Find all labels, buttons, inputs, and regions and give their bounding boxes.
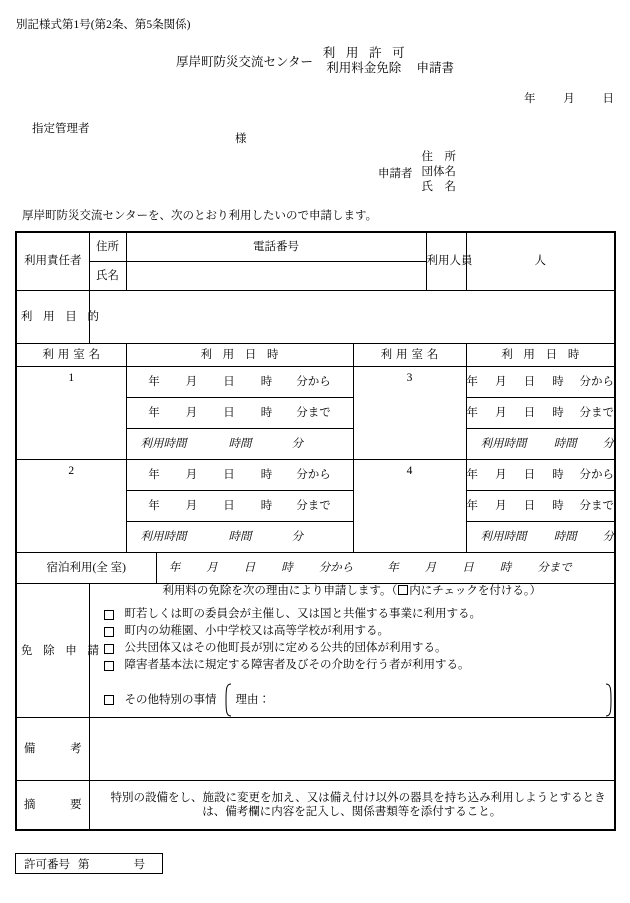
room-datetime-header-right [466,344,615,367]
exemption-reason-list [90,607,615,672]
responsible-name-value-cell[interactable] [126,262,426,291]
year-label: 年 [466,406,479,419]
participant-count-unit: 人 [534,255,547,268]
hour-label-2: 時 [499,561,512,574]
permit-number-box[interactable] [15,853,163,874]
month-label: 月 [185,499,198,512]
day-label: 日 [523,406,536,419]
room-no-cell-4[interactable] [353,460,466,553]
responsible-phone-label: 電話番号 [253,240,300,253]
room3-datetime-to-cell[interactable] [466,398,615,429]
to-label: 分まで [579,499,615,512]
from-label: 分から [296,375,331,388]
hour-label: 時 [260,468,273,481]
room1-datetime-to [127,406,353,420]
month-label: 月 [495,468,507,481]
applicant-address-label: 住 所 [421,151,456,163]
remarks-label: 備 考 [23,743,86,756]
purpose-label-cell [16,291,103,344]
exemption-option-1-label: 町若しくは町の委員会が主催し、又は国と共催する事業に利用する。 [124,608,481,621]
room-datetime-header-left [126,344,353,367]
month-label-2: 月 [424,561,437,574]
exemption-option-1[interactable] [90,607,615,621]
to-label: 分まで [296,406,331,419]
checkbox-icon[interactable] [104,610,114,620]
room-name-header-label-left: 利用室名 [42,348,105,361]
usage-time-label: 利用時間 [140,437,187,450]
exemption-option-other[interactable] [90,683,615,717]
bracket-left-icon [223,683,232,717]
remarks-label-cell [16,718,89,781]
exemption-intro [90,584,615,598]
room-datetime-header-label-right: 利 用 日 時 [501,348,584,361]
room4-datetime-from [467,468,615,482]
participant-count-label-cell [426,232,473,291]
date-month-label: 月 [563,93,575,105]
exemption-intro-after: 内にチェックを付ける。） [409,585,542,597]
usage-time-label: 利用時間 [480,530,527,543]
room1-duration [127,437,353,451]
table-row-remarks [16,718,615,781]
hours-unit-label: 時間 [553,530,577,543]
room-name-header-label-right: 利用室名 [380,348,443,361]
room1-datetime-to-cell[interactable] [126,398,353,429]
reason-label: 理由： [235,694,270,707]
month-label: 月 [206,561,218,574]
responsible-address-label-cell [89,232,126,262]
addressee-label: 指定管理者 [32,123,90,135]
permit-number-go: 号 [133,858,145,871]
room2-datetime-from [127,468,353,482]
table-row-room1-from [16,367,615,398]
hours-unit-label: 時間 [553,437,577,450]
notes-label-cell [16,781,89,831]
day-label: 日 [523,499,536,512]
responsible-label: 利用責任者 [24,255,82,268]
applicant-organization-label: 団体名 [421,166,456,179]
minutes-unit-label: 分 [602,437,615,450]
room-no-cell-2[interactable] [16,460,126,553]
minutes-unit-label: 分 [291,530,303,543]
hour-label: 時 [260,499,273,512]
responsible-label-cell [16,232,89,291]
day-label-2: 日 [462,561,474,574]
exemption-option-3-label: 公共団体又はその他町長が別に定める公共的団体が利用する。 [124,642,447,655]
month-label: 月 [185,468,198,481]
hour-label: 時 [552,406,564,419]
room1-datetime-from [127,375,353,389]
title-suffix: 申請書 [416,60,454,75]
room4-datetime-from-cell[interactable] [466,460,615,491]
minutes-unit-label: 分 [602,530,615,543]
bracket-right-icon [605,683,614,717]
room3-datetime-from-cell[interactable] [466,367,615,398]
year-label: 年 [148,375,160,388]
room1-duration-cell[interactable] [126,429,353,460]
addressee-honorific: 様 [235,133,247,145]
hours-unit-label: 時間 [228,437,252,450]
intro-sentence: 厚岸町防災交流センターを、次のとおり利用したいので申請します。 [22,210,378,222]
table-row-room2-from [16,460,615,491]
purpose-label: 利 用 目 的 [20,310,103,323]
responsible-name-label: 氏名 [96,269,119,282]
notes-label: 摘 要 [23,799,86,812]
applicant-name-label: 氏 名 [421,181,456,194]
room4-datetime-to [467,499,615,513]
document-title [0,46,630,77]
month-label: 月 [495,375,507,388]
table-row-rooms-header [16,344,615,367]
remarks-value-cell[interactable] [89,718,615,781]
hour-label: 時 [552,375,564,388]
to-label: 分まで [537,561,572,574]
room-no-1: 1 [68,372,75,384]
hour-label: 時 [281,561,293,574]
exemption-label: 免 除 申 請 [20,644,103,657]
to-label: 分まで [296,499,331,512]
title-line-permission: 利 用 許 可 [322,46,409,60]
exemption-label-cell [16,584,103,718]
room1-datetime-from-cell[interactable] [126,367,353,398]
day-label: 日 [223,499,235,512]
room2-duration [127,530,353,544]
day-label: 日 [523,375,536,388]
year-label: 年 [466,468,479,481]
title-line-fee-exemption: 利用料金免除 [326,61,402,76]
permit-number-label: 許可番号 [24,858,70,871]
year-label-2: 年 [387,561,399,574]
applicant-block [378,150,456,196]
room2-datetime-to-cell[interactable] [126,491,353,522]
to-label: 分まで [579,406,615,419]
room-no-4: 4 [406,465,413,477]
hour-label: 時 [552,468,564,481]
day-label: 日 [243,561,256,574]
year-label: 年 [466,375,479,388]
room4-datetime-to-cell[interactable] [466,491,615,522]
checkbox-icon[interactable] [104,627,114,637]
exemption-option-other-label: その他特別の事情 [124,694,217,707]
permit-number-dai: 第 [78,858,90,871]
reason-input-area[interactable] [232,683,606,717]
exemption-option-4[interactable] [90,658,615,672]
title-type-stack [319,46,408,77]
day-label: 日 [523,468,536,481]
from-label: 分から [296,468,331,481]
checkbox-icon[interactable] [104,644,114,654]
year-label: 年 [168,561,181,574]
hour-label: 時 [552,499,564,512]
year-label: 年 [148,406,160,419]
room-no-2: 2 [68,465,75,477]
overnight-datetime-cell[interactable] [156,553,615,584]
hour-label: 時 [260,406,273,419]
usage-time-label: 利用時間 [140,530,187,543]
room4-duration-cell[interactable] [466,522,615,553]
day-label: 日 [223,375,235,388]
table-row-notes [16,781,615,831]
year-label: 年 [466,499,479,512]
room2-datetime-to [127,499,353,513]
notes-text-cell [89,781,615,831]
month-label: 月 [495,499,507,512]
checkbox-icon[interactable] [104,661,114,671]
room-name-header-left [16,344,126,367]
room-name-header-right [353,344,466,367]
month-label: 月 [495,406,507,419]
applicant-label: 申請者 [378,167,413,180]
table-row-overnight [16,553,615,584]
participant-count-value-cell[interactable] [466,232,615,291]
date-year-label: 年 [524,93,536,105]
overnight-label-cell [16,553,156,584]
room-no-cell-3[interactable] [353,367,466,460]
overnight-label: 宿泊利用(全 室) [46,561,127,574]
hours-unit-label: 時間 [228,530,252,543]
year-label: 年 [148,468,160,481]
participant-count-label: 利用人員 [426,255,473,268]
overnight-datetime [157,561,615,575]
room2-duration-cell[interactable] [126,522,353,553]
submission-date-line [524,90,614,106]
day-label: 日 [223,406,235,419]
from-label: 分から [318,561,354,574]
form-number: 別記様式第1号(第2条、第5条関係) [16,19,191,31]
title-facility: 厚岸町防災交流センター [176,54,314,69]
room3-datetime-from [467,375,615,389]
purpose-value-cell[interactable] [89,291,615,344]
checkbox-icon[interactable] [104,695,114,705]
exemption-option-4-label: 障害者基本法に規定する障害者及びその介助を行う者が利用する。 [124,659,470,671]
responsible-address-label: 住所 [96,240,119,253]
responsible-name-label-cell [89,262,126,291]
exemption-intro-before: 利用料の免除を次の理由により申請します。（ [162,585,398,597]
room3-duration-cell[interactable] [466,429,615,460]
table-row-exemption [16,584,615,718]
table-row-purpose [16,291,615,344]
responsible-phone-cell[interactable] [126,232,426,262]
date-day-label: 日 [602,93,614,105]
from-label: 分から [579,468,615,481]
room4-duration [467,530,615,544]
application-table [15,231,616,831]
exemption-option-2[interactable] [90,624,615,638]
month-label: 月 [185,375,198,388]
room-no-3: 3 [406,372,413,384]
room-datetime-header-label-left: 利 用 日 時 [200,348,283,361]
room3-duration [467,437,615,451]
exemption-option-3[interactable] [90,641,615,655]
checkbox-glyph-icon [398,585,408,595]
year-label: 年 [148,499,160,512]
usage-time-label: 利用時間 [480,437,527,450]
day-label: 日 [223,468,235,481]
room-no-cell-1[interactable] [16,367,126,460]
from-label: 分から [579,375,615,388]
room2-datetime-from-cell[interactable] [126,460,353,491]
exemption-option-2-label: 町内の幼稚園、小中学校又は高等学校が利用する。 [124,625,389,638]
applicant-fields [422,150,457,196]
reason-bracket-group [223,683,615,717]
table-row-responsible-address [16,232,615,262]
minutes-unit-label: 分 [291,437,303,450]
month-label: 月 [185,406,198,419]
room3-datetime-to [467,406,615,420]
notes-text: 特別の設備をし、施設に変更を加え、又は備え付け以外の器具を持ち込み利用しようとするときは、備考欄に内容を記入し、関係書類等を添付すること。 [110,792,606,819]
hour-label: 時 [260,375,273,388]
exemption-body-cell [89,584,615,718]
